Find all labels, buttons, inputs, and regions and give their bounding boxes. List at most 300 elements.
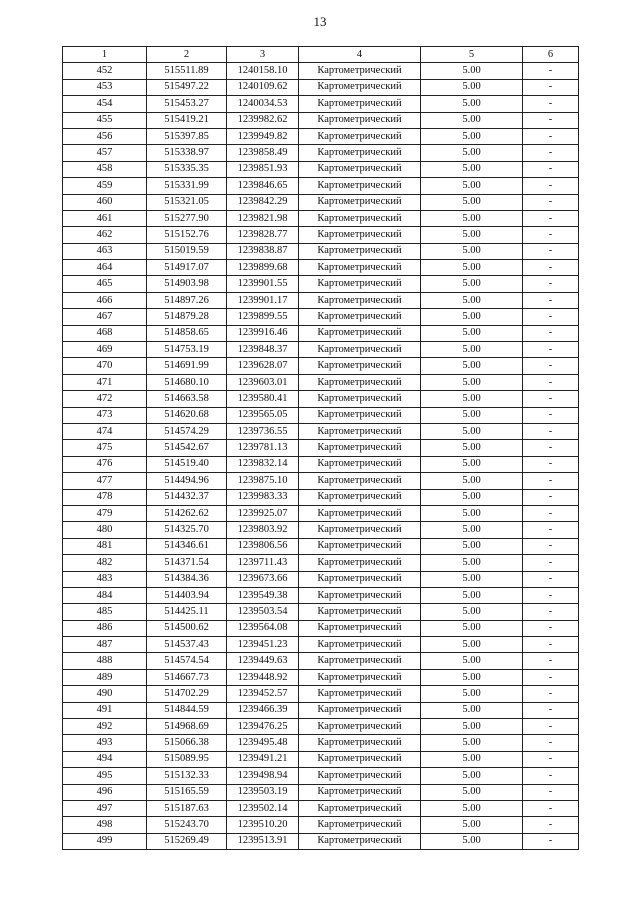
accuracy-cell: 5.00 — [421, 505, 523, 521]
table-row — [63, 604, 579, 620]
y-coordinate-cell: 1239452.57 — [227, 686, 299, 702]
point-number-cell: 456 — [63, 128, 147, 144]
method-cell: Картометрический — [299, 210, 421, 226]
point-number-cell: 478 — [63, 489, 147, 505]
point-number-cell: 490 — [63, 686, 147, 702]
point-number-cell: 494 — [63, 751, 147, 767]
point-number-cell: 469 — [63, 342, 147, 358]
description-cell: - — [523, 669, 579, 685]
y-coordinate-cell: 1240034.53 — [227, 96, 299, 112]
description-cell: - — [523, 63, 579, 79]
y-coordinate-cell: 1239736.55 — [227, 423, 299, 439]
accuracy-cell: 5.00 — [421, 423, 523, 439]
accuracy-cell: 5.00 — [421, 260, 523, 276]
x-coordinate-cell: 515511.89 — [147, 63, 227, 79]
method-cell: Картометрический — [299, 538, 421, 554]
y-coordinate-cell: 1239476.25 — [227, 719, 299, 735]
description-cell: - — [523, 145, 579, 161]
description-cell: - — [523, 833, 579, 849]
y-coordinate-cell: 1239875.10 — [227, 473, 299, 489]
x-coordinate-cell: 515419.21 — [147, 112, 227, 128]
point-number-cell: 461 — [63, 210, 147, 226]
method-cell: Картометрический — [299, 423, 421, 439]
accuracy-cell: 5.00 — [421, 79, 523, 95]
point-number-cell: 471 — [63, 374, 147, 390]
accuracy-cell: 5.00 — [421, 161, 523, 177]
x-coordinate-cell: 515338.97 — [147, 145, 227, 161]
accuracy-cell: 5.00 — [421, 63, 523, 79]
method-cell: Картометрический — [299, 260, 421, 276]
method-cell: Картометрический — [299, 391, 421, 407]
y-coordinate-cell: 1239498.94 — [227, 768, 299, 784]
table-row — [63, 391, 579, 407]
x-coordinate-cell: 514425.11 — [147, 604, 227, 620]
accuracy-cell: 5.00 — [421, 243, 523, 259]
method-cell: Картометрический — [299, 456, 421, 472]
method-cell: Картометрический — [299, 243, 421, 259]
description-cell: - — [523, 178, 579, 194]
description-cell: - — [523, 112, 579, 128]
table-row — [63, 768, 579, 784]
method-cell: Картометрический — [299, 784, 421, 800]
accuracy-cell: 5.00 — [421, 145, 523, 161]
x-coordinate-cell: 515152.76 — [147, 227, 227, 243]
description-cell: - — [523, 407, 579, 423]
accuracy-cell: 5.00 — [421, 391, 523, 407]
accuracy-cell: 5.00 — [421, 178, 523, 194]
y-coordinate-cell: 1239565.05 — [227, 407, 299, 423]
y-coordinate-cell: 1239466.39 — [227, 702, 299, 718]
table-row — [63, 145, 579, 161]
table-row — [63, 702, 579, 718]
column-header: 4 — [299, 47, 421, 63]
y-coordinate-cell: 1239502.14 — [227, 800, 299, 816]
x-coordinate-cell: 514325.70 — [147, 522, 227, 538]
point-number-cell: 483 — [63, 571, 147, 587]
accuracy-cell: 5.00 — [421, 571, 523, 587]
method-cell: Картометрический — [299, 669, 421, 685]
method-cell: Картометрический — [299, 96, 421, 112]
point-number-cell: 455 — [63, 112, 147, 128]
description-cell: - — [523, 637, 579, 653]
description-cell: - — [523, 800, 579, 816]
accuracy-cell: 5.00 — [421, 555, 523, 571]
y-coordinate-cell: 1239846.65 — [227, 178, 299, 194]
method-cell: Картометрический — [299, 440, 421, 456]
x-coordinate-cell: 514574.54 — [147, 653, 227, 669]
description-cell: - — [523, 735, 579, 751]
accuracy-cell: 5.00 — [421, 440, 523, 456]
description-cell: - — [523, 784, 579, 800]
y-coordinate-cell: 1239448.92 — [227, 669, 299, 685]
point-number-cell: 468 — [63, 325, 147, 341]
x-coordinate-cell: 515089.95 — [147, 751, 227, 767]
method-cell: Картометрический — [299, 571, 421, 587]
method-cell: Картометрический — [299, 112, 421, 128]
y-coordinate-cell: 1239949.82 — [227, 128, 299, 144]
x-coordinate-cell: 514384.36 — [147, 571, 227, 587]
accuracy-cell: 5.00 — [421, 407, 523, 423]
x-coordinate-cell: 514844.59 — [147, 702, 227, 718]
table-row — [63, 686, 579, 702]
y-coordinate-cell: 1239828.77 — [227, 227, 299, 243]
x-coordinate-cell: 514537.43 — [147, 637, 227, 653]
point-number-cell: 475 — [63, 440, 147, 456]
table-header-row — [63, 47, 579, 63]
description-cell: - — [523, 210, 579, 226]
x-coordinate-cell: 515019.59 — [147, 243, 227, 259]
table-row — [63, 342, 579, 358]
column-header: 5 — [421, 47, 523, 63]
method-cell: Картометрический — [299, 473, 421, 489]
y-coordinate-cell: 1239564.08 — [227, 620, 299, 636]
point-number-cell: 489 — [63, 669, 147, 685]
table-row — [63, 719, 579, 735]
table-row — [63, 571, 579, 587]
accuracy-cell: 5.00 — [421, 604, 523, 620]
y-coordinate-cell: 1239513.91 — [227, 833, 299, 849]
x-coordinate-cell: 514500.62 — [147, 620, 227, 636]
table-row — [63, 538, 579, 554]
column-header: 6 — [523, 47, 579, 63]
description-cell: - — [523, 276, 579, 292]
description-cell: - — [523, 128, 579, 144]
description-cell: - — [523, 555, 579, 571]
method-cell: Картометрический — [299, 407, 421, 423]
x-coordinate-cell: 514346.61 — [147, 538, 227, 554]
method-cell: Картометрический — [299, 358, 421, 374]
x-coordinate-cell: 515331.99 — [147, 178, 227, 194]
method-cell: Картометрический — [299, 63, 421, 79]
x-coordinate-cell: 515277.90 — [147, 210, 227, 226]
table-row — [63, 63, 579, 79]
method-cell: Картометрический — [299, 833, 421, 849]
y-coordinate-cell: 1240109.62 — [227, 79, 299, 95]
table-row — [63, 374, 579, 390]
table-row — [63, 276, 579, 292]
description-cell: - — [523, 653, 579, 669]
method-cell: Картометрический — [299, 735, 421, 751]
accuracy-cell: 5.00 — [421, 210, 523, 226]
accuracy-cell: 5.00 — [421, 653, 523, 669]
method-cell: Картометрический — [299, 817, 421, 833]
y-coordinate-cell: 1239851.93 — [227, 161, 299, 177]
table-row — [63, 194, 579, 210]
description-cell: - — [523, 358, 579, 374]
point-number-cell: 492 — [63, 719, 147, 735]
point-number-cell: 470 — [63, 358, 147, 374]
description-cell: - — [523, 473, 579, 489]
table-row — [63, 128, 579, 144]
x-coordinate-cell: 514663.58 — [147, 391, 227, 407]
method-cell: Картометрический — [299, 751, 421, 767]
table-row — [63, 505, 579, 521]
y-coordinate-cell: 1239603.01 — [227, 374, 299, 390]
method-cell: Картометрический — [299, 161, 421, 177]
point-number-cell: 464 — [63, 260, 147, 276]
y-coordinate-cell: 1239838.87 — [227, 243, 299, 259]
x-coordinate-cell: 515497.22 — [147, 79, 227, 95]
x-coordinate-cell: 514432.37 — [147, 489, 227, 505]
description-cell: - — [523, 620, 579, 636]
accuracy-cell: 5.00 — [421, 817, 523, 833]
table-row — [63, 620, 579, 636]
x-coordinate-cell: 515243.70 — [147, 817, 227, 833]
accuracy-cell: 5.00 — [421, 833, 523, 849]
method-cell: Картометрический — [299, 325, 421, 341]
x-coordinate-cell: 514262.62 — [147, 505, 227, 521]
y-coordinate-cell: 1239901.17 — [227, 292, 299, 308]
table-row — [63, 325, 579, 341]
method-cell: Картометрический — [299, 489, 421, 505]
table-row — [63, 751, 579, 767]
x-coordinate-cell: 514858.65 — [147, 325, 227, 341]
x-coordinate-cell: 514753.19 — [147, 342, 227, 358]
accuracy-cell: 5.00 — [421, 325, 523, 341]
table-row — [63, 423, 579, 439]
description-cell: - — [523, 96, 579, 112]
accuracy-cell: 5.00 — [421, 587, 523, 603]
x-coordinate-cell: 514494.96 — [147, 473, 227, 489]
method-cell: Картометрический — [299, 653, 421, 669]
table-row — [63, 800, 579, 816]
accuracy-cell: 5.00 — [421, 522, 523, 538]
table-row — [63, 637, 579, 653]
description-cell: - — [523, 391, 579, 407]
x-coordinate-cell: 515187.63 — [147, 800, 227, 816]
table-row — [63, 210, 579, 226]
y-coordinate-cell: 1239983.33 — [227, 489, 299, 505]
accuracy-cell: 5.00 — [421, 800, 523, 816]
point-number-cell: 467 — [63, 309, 147, 325]
method-cell: Картометрический — [299, 79, 421, 95]
point-number-cell: 497 — [63, 800, 147, 816]
point-number-cell: 459 — [63, 178, 147, 194]
method-cell: Картометрический — [299, 145, 421, 161]
method-cell: Картометрический — [299, 522, 421, 538]
x-coordinate-cell: 514574.29 — [147, 423, 227, 439]
accuracy-cell: 5.00 — [421, 669, 523, 685]
x-coordinate-cell: 514371.54 — [147, 555, 227, 571]
method-cell: Картометрический — [299, 686, 421, 702]
method-cell: Картометрический — [299, 309, 421, 325]
point-number-cell: 477 — [63, 473, 147, 489]
y-coordinate-cell: 1239842.29 — [227, 194, 299, 210]
table-row — [63, 555, 579, 571]
point-number-cell: 473 — [63, 407, 147, 423]
y-coordinate-cell: 1239711.43 — [227, 555, 299, 571]
method-cell: Картометрический — [299, 719, 421, 735]
y-coordinate-cell: 1239901.55 — [227, 276, 299, 292]
point-number-cell: 491 — [63, 702, 147, 718]
x-coordinate-cell: 514680.10 — [147, 374, 227, 390]
method-cell: Картометрический — [299, 342, 421, 358]
method-cell: Картометрический — [299, 505, 421, 521]
accuracy-cell: 5.00 — [421, 768, 523, 784]
description-cell: - — [523, 292, 579, 308]
method-cell: Картометрический — [299, 292, 421, 308]
accuracy-cell: 5.00 — [421, 473, 523, 489]
description-cell: - — [523, 505, 579, 521]
point-number-cell: 474 — [63, 423, 147, 439]
accuracy-cell: 5.00 — [421, 735, 523, 751]
point-number-cell: 460 — [63, 194, 147, 210]
accuracy-cell: 5.00 — [421, 112, 523, 128]
y-coordinate-cell: 1239858.49 — [227, 145, 299, 161]
description-cell: - — [523, 423, 579, 439]
accuracy-cell: 5.00 — [421, 456, 523, 472]
method-cell: Картометрический — [299, 128, 421, 144]
x-coordinate-cell: 514620.68 — [147, 407, 227, 423]
x-coordinate-cell: 514903.98 — [147, 276, 227, 292]
description-cell: - — [523, 243, 579, 259]
x-coordinate-cell: 514879.28 — [147, 309, 227, 325]
point-number-cell: 476 — [63, 456, 147, 472]
table-row — [63, 243, 579, 259]
description-cell: - — [523, 571, 579, 587]
method-cell: Картометрический — [299, 227, 421, 243]
table-row — [63, 79, 579, 95]
x-coordinate-cell: 515066.38 — [147, 735, 227, 751]
x-coordinate-cell: 514897.26 — [147, 292, 227, 308]
x-coordinate-cell: 515269.49 — [147, 833, 227, 849]
accuracy-cell: 5.00 — [421, 489, 523, 505]
x-coordinate-cell: 514917.07 — [147, 260, 227, 276]
table-row — [63, 309, 579, 325]
method-cell: Картометрический — [299, 702, 421, 718]
x-coordinate-cell: 514667.73 — [147, 669, 227, 685]
table-row — [63, 440, 579, 456]
point-number-cell: 480 — [63, 522, 147, 538]
method-cell: Картометрический — [299, 178, 421, 194]
accuracy-cell: 5.00 — [421, 686, 523, 702]
table-row — [63, 292, 579, 308]
description-cell: - — [523, 440, 579, 456]
x-coordinate-cell: 514519.40 — [147, 456, 227, 472]
accuracy-cell: 5.00 — [421, 374, 523, 390]
table-row — [63, 178, 579, 194]
method-cell: Картометрический — [299, 194, 421, 210]
method-cell: Картометрический — [299, 620, 421, 636]
description-cell: - — [523, 751, 579, 767]
description-cell: - — [523, 702, 579, 718]
accuracy-cell: 5.00 — [421, 620, 523, 636]
point-number-cell: 462 — [63, 227, 147, 243]
point-number-cell: 465 — [63, 276, 147, 292]
y-coordinate-cell: 1239832.14 — [227, 456, 299, 472]
accuracy-cell: 5.00 — [421, 276, 523, 292]
y-coordinate-cell: 1239495.48 — [227, 735, 299, 751]
description-cell: - — [523, 768, 579, 784]
point-number-cell: 479 — [63, 505, 147, 521]
y-coordinate-cell: 1239781.13 — [227, 440, 299, 456]
description-cell: - — [523, 325, 579, 341]
description-cell: - — [523, 161, 579, 177]
table-row — [63, 112, 579, 128]
y-coordinate-cell: 1239899.55 — [227, 309, 299, 325]
table-row — [63, 489, 579, 505]
accuracy-cell: 5.00 — [421, 309, 523, 325]
x-coordinate-cell: 514542.67 — [147, 440, 227, 456]
point-number-cell: 466 — [63, 292, 147, 308]
table-row — [63, 473, 579, 489]
y-coordinate-cell: 1239982.62 — [227, 112, 299, 128]
description-cell: - — [523, 79, 579, 95]
x-coordinate-cell: 515132.33 — [147, 768, 227, 784]
y-coordinate-cell: 1239916.46 — [227, 325, 299, 341]
table-row — [63, 653, 579, 669]
column-header: 3 — [227, 47, 299, 63]
method-cell: Картометрический — [299, 637, 421, 653]
description-cell: - — [523, 686, 579, 702]
description-cell: - — [523, 309, 579, 325]
point-number-cell: 499 — [63, 833, 147, 849]
point-number-cell: 457 — [63, 145, 147, 161]
y-coordinate-cell: 1239848.37 — [227, 342, 299, 358]
y-coordinate-cell: 1239503.54 — [227, 604, 299, 620]
y-coordinate-cell: 1239803.92 — [227, 522, 299, 538]
description-cell: - — [523, 538, 579, 554]
accuracy-cell: 5.00 — [421, 702, 523, 718]
y-coordinate-cell: 1239510.20 — [227, 817, 299, 833]
accuracy-cell: 5.00 — [421, 538, 523, 554]
method-cell: Картометрический — [299, 800, 421, 816]
x-coordinate-cell: 515397.85 — [147, 128, 227, 144]
accuracy-cell: 5.00 — [421, 751, 523, 767]
point-number-cell: 484 — [63, 587, 147, 603]
y-coordinate-cell: 1239549.38 — [227, 587, 299, 603]
point-number-cell: 487 — [63, 637, 147, 653]
y-coordinate-cell: 1239628.07 — [227, 358, 299, 374]
accuracy-cell: 5.00 — [421, 637, 523, 653]
x-coordinate-cell: 514403.94 — [147, 587, 227, 603]
coordinates-table — [62, 46, 579, 850]
table-row — [63, 522, 579, 538]
accuracy-cell: 5.00 — [421, 342, 523, 358]
method-cell: Картометрический — [299, 587, 421, 603]
description-cell: - — [523, 817, 579, 833]
table-row — [63, 669, 579, 685]
table-row — [63, 161, 579, 177]
point-number-cell: 463 — [63, 243, 147, 259]
accuracy-cell: 5.00 — [421, 292, 523, 308]
y-coordinate-cell: 1239503.19 — [227, 784, 299, 800]
x-coordinate-cell: 514691.99 — [147, 358, 227, 374]
method-cell: Картометрический — [299, 276, 421, 292]
accuracy-cell: 5.00 — [421, 784, 523, 800]
method-cell: Картометрический — [299, 374, 421, 390]
description-cell: - — [523, 374, 579, 390]
method-cell: Картометрический — [299, 604, 421, 620]
table-row — [63, 227, 579, 243]
y-coordinate-cell: 1239806.56 — [227, 538, 299, 554]
table-row — [63, 358, 579, 374]
point-number-cell: 498 — [63, 817, 147, 833]
point-number-cell: 486 — [63, 620, 147, 636]
description-cell: - — [523, 522, 579, 538]
x-coordinate-cell: 515321.05 — [147, 194, 227, 210]
y-coordinate-cell: 1239673.66 — [227, 571, 299, 587]
point-number-cell: 458 — [63, 161, 147, 177]
accuracy-cell: 5.00 — [421, 96, 523, 112]
description-cell: - — [523, 194, 579, 210]
y-coordinate-cell: 1239821.98 — [227, 210, 299, 226]
point-number-cell: 485 — [63, 604, 147, 620]
y-coordinate-cell: 1239899.68 — [227, 260, 299, 276]
y-coordinate-cell: 1239451.23 — [227, 637, 299, 653]
point-number-cell: 482 — [63, 555, 147, 571]
table-row — [63, 260, 579, 276]
